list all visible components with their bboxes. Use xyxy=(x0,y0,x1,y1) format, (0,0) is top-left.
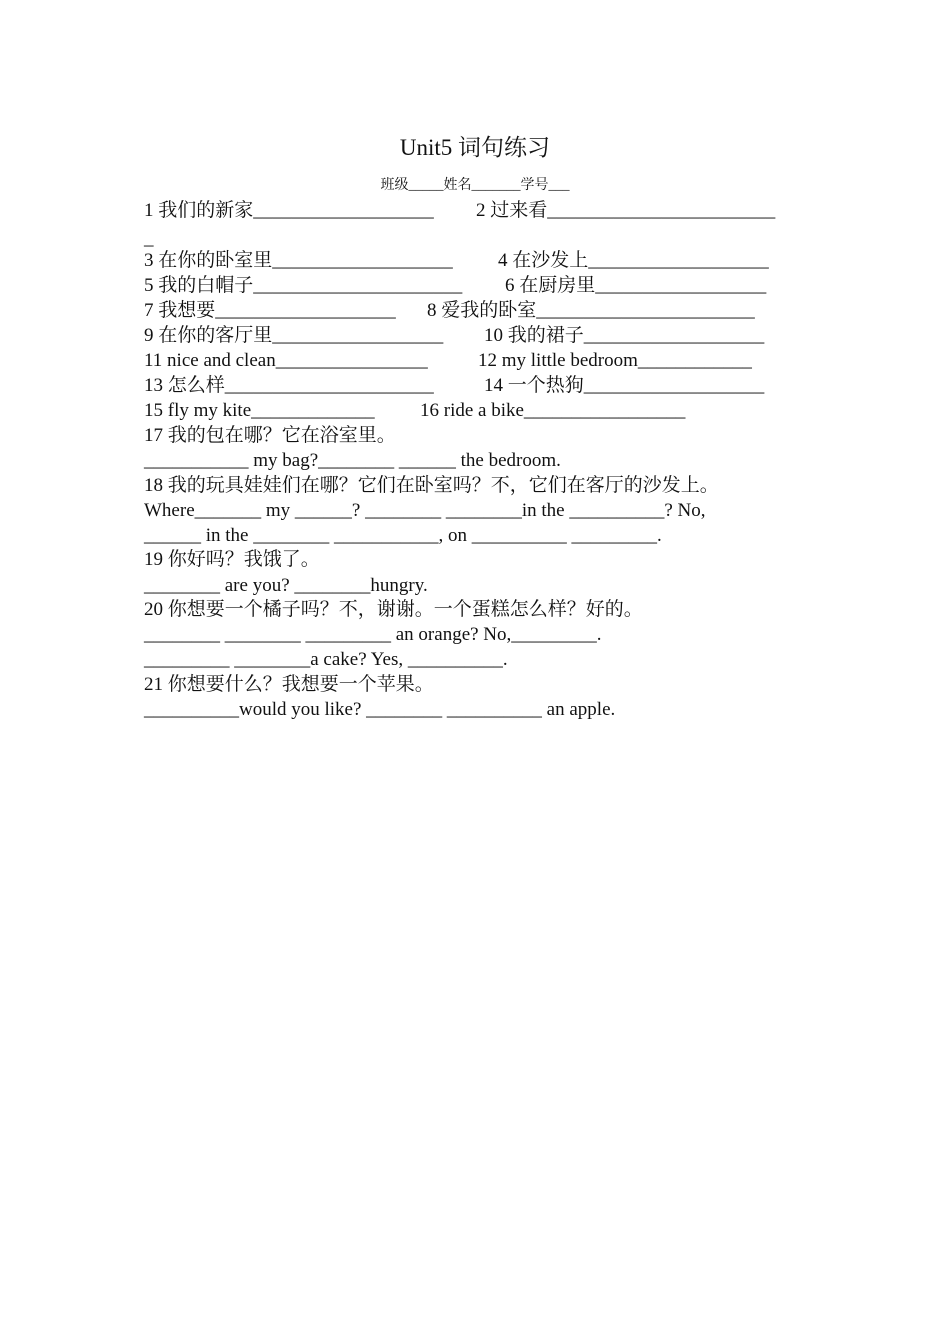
sentence-21-english: __________would you like? ________ __________ an apple. xyxy=(144,699,616,720)
sentence-18-english-2: ______ in the ________ ___________, on __________ _________. xyxy=(144,525,662,546)
sentence-20-chinese: 20 你想要一个橘子吗？不，谢谢。一个蛋糕怎么样？好的。 xyxy=(144,599,643,620)
sentence-20-english-2: _________ ________a cake? Yes, __________. xyxy=(144,649,508,670)
item-12: 12 my little bedroom____________ xyxy=(478,350,752,371)
item-2: 2 过来看________________________ xyxy=(476,200,776,221)
sentence-19-chinese: 19 你好吗？我饿了。 xyxy=(144,549,320,570)
item-1: 1 我们的新家___________________ xyxy=(144,200,434,221)
item-8: 8 爱我的卧室_______________________ xyxy=(427,300,755,321)
item-2-overflow: _ xyxy=(144,228,154,249)
item-15: 15 fly my kite_____________ xyxy=(144,400,375,421)
sentence-18-english-1: Where_______ my ______? ________ ________in the __________? No, xyxy=(144,500,706,521)
sentence-20-english-1: ________ ________ _________ an orange? No,_________. xyxy=(144,624,602,645)
item-7: 7 我想要___________________ xyxy=(144,300,396,321)
student-info-line: 班级_____姓名_______学号___ xyxy=(380,178,570,193)
sentence-17-chinese: 17 我的包在哪？它在浴室里。 xyxy=(144,425,396,446)
item-10: 10 我的裙子___________________ xyxy=(484,325,765,346)
item-4: 4 在沙发上___________________ xyxy=(498,250,769,271)
sentence-18-chinese: 18 我的玩具娃娃们在哪？它们在卧室吗？不，它们在客厅的沙发上。 xyxy=(144,475,719,496)
sentence-17-english: ___________ my bag?________ ______ the bedroom. xyxy=(144,450,561,471)
sentence-21-chinese: 21 你想要什么？我想要一个苹果。 xyxy=(144,674,434,695)
item-14: 14 一个热狗___________________ xyxy=(484,375,765,396)
item-3: 3 在你的卧室里___________________ xyxy=(144,250,453,271)
item-13: 13 怎么样______________________ xyxy=(144,375,434,396)
item-16: 16 ride a bike_________________ xyxy=(420,400,686,421)
item-6: 6 在厨房里__________________ xyxy=(505,275,767,296)
item-9: 9 在你的客厅里__________________ xyxy=(144,325,444,346)
item-11: 11 nice and clean________________ xyxy=(144,350,428,371)
item-5: 5 我的白帽子______________________ xyxy=(144,275,463,296)
sentence-19-english: ________ are you? ________hungry. xyxy=(144,575,428,596)
worksheet-title: Unit5 词句练习 xyxy=(399,135,551,160)
